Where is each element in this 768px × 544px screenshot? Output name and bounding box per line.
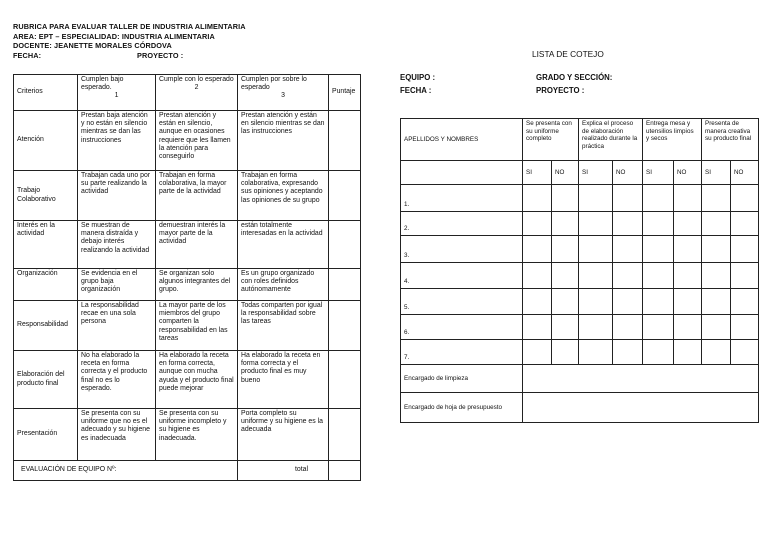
encargado-hoja-field[interactable] bbox=[523, 393, 759, 423]
check-cell[interactable] bbox=[523, 340, 552, 365]
check-cell[interactable] bbox=[674, 236, 702, 263]
check-cell[interactable] bbox=[643, 289, 674, 315]
check-cell[interactable] bbox=[552, 263, 579, 289]
check-cell[interactable] bbox=[523, 212, 552, 236]
criterion-proceso: Explica el proceso de elaboración realizado durante la práctica bbox=[579, 119, 643, 161]
col-bajo-label: Cumplen bajo esperado. bbox=[81, 76, 124, 92]
score-cell[interactable] bbox=[329, 111, 361, 171]
level-1-text: Se evidencia en el grupo baja organización bbox=[78, 269, 156, 301]
student-name-cell[interactable]: 1. bbox=[401, 185, 523, 212]
si-label: SI bbox=[702, 161, 731, 185]
check-cell[interactable] bbox=[523, 263, 552, 289]
check-cell[interactable] bbox=[643, 212, 674, 236]
checklist-info-right bbox=[536, 71, 612, 97]
checklist-info-left bbox=[400, 71, 435, 97]
student-row bbox=[401, 340, 759, 365]
check-cell[interactable] bbox=[552, 236, 579, 263]
student-row bbox=[401, 185, 759, 212]
level-2-text: Ha elaborado la receta en forma correcta, aunque con mucha ayuda y el producto final puede mejorar bbox=[156, 351, 238, 409]
criterion-label: Trabajo Colaborativo bbox=[14, 171, 78, 221]
student-name-cell[interactable]: 5. bbox=[401, 289, 523, 315]
checklist-table bbox=[400, 118, 759, 423]
check-cell[interactable] bbox=[643, 185, 674, 212]
check-cell[interactable] bbox=[552, 185, 579, 212]
check-cell[interactable] bbox=[552, 315, 579, 340]
encargado-hoja-label: Encargado de hoja de presupuesto bbox=[401, 393, 523, 423]
col-esperado-number: 2 bbox=[194, 84, 199, 92]
criterion-label: Presentación bbox=[14, 409, 78, 461]
no-label: NO bbox=[552, 161, 579, 185]
check-cell[interactable] bbox=[731, 315, 759, 340]
no-label: NO bbox=[613, 161, 643, 185]
check-cell[interactable] bbox=[702, 185, 731, 212]
criterion-label: Elaboración del producto final bbox=[14, 351, 78, 409]
check-cell[interactable] bbox=[702, 340, 731, 365]
check-cell[interactable] bbox=[674, 315, 702, 340]
rubric-row bbox=[14, 221, 361, 269]
student-name-cell[interactable]: 2. bbox=[401, 212, 523, 236]
score-cell[interactable] bbox=[329, 351, 361, 409]
score-cell[interactable] bbox=[329, 301, 361, 351]
si-label: SI bbox=[523, 161, 552, 185]
check-cell[interactable] bbox=[674, 185, 702, 212]
rubric-header bbox=[13, 22, 246, 60]
col-sobre bbox=[238, 75, 329, 111]
encargado-limpieza-row bbox=[401, 365, 759, 393]
checklist-proyecto-label: PROYECTO : bbox=[536, 86, 585, 95]
check-cell[interactable] bbox=[643, 315, 674, 340]
level-2-text: La mayor parte de los miembros del grupo comparten la responsabilidad en las tareas bbox=[156, 301, 238, 351]
student-row bbox=[401, 289, 759, 315]
col-sobre-number: 3 bbox=[281, 92, 285, 100]
check-cell[interactable] bbox=[613, 289, 643, 315]
level-3-text: Prestan atención y están en silencio mientras se dan las instrucciones bbox=[238, 111, 329, 171]
encargado-hoja-row bbox=[401, 393, 759, 423]
check-cell[interactable] bbox=[613, 315, 643, 340]
col-sobre-label: Cumplen por sobre lo esperado bbox=[241, 76, 307, 92]
docente-line: DOCENTE: JEANETTE MORALES CÓRDOVA bbox=[13, 41, 172, 51]
check-cell[interactable] bbox=[731, 263, 759, 289]
check-cell[interactable] bbox=[702, 315, 731, 340]
check-cell[interactable] bbox=[579, 185, 613, 212]
check-cell[interactable] bbox=[523, 236, 552, 263]
blank-cell bbox=[401, 161, 523, 185]
check-cell[interactable] bbox=[731, 340, 759, 365]
si-no-row bbox=[401, 161, 759, 185]
total-label: total bbox=[238, 461, 329, 481]
proyecto-label: PROYECTO : bbox=[137, 50, 184, 60]
criterion-label: Interés en la actividad bbox=[14, 221, 78, 269]
check-cell[interactable] bbox=[579, 236, 613, 263]
check-cell[interactable] bbox=[674, 263, 702, 289]
check-cell[interactable] bbox=[674, 340, 702, 365]
col-esperado-label: Cumple con lo esperado bbox=[159, 76, 234, 83]
rubric-title: RUBRICA PARA EVALUAR TALLER DE INDUSTRIA ALIMENTARIA bbox=[13, 22, 246, 31]
level-2-text: Trabajan en forma colaborativa, la mayor parte de la actividad bbox=[156, 171, 238, 221]
level-1-text: Prestan baja atención y no están en silencio mientras se dan las instrucciones bbox=[78, 111, 156, 171]
checklist-title: LISTA DE COTEJO bbox=[532, 49, 604, 59]
check-cell[interactable] bbox=[643, 263, 674, 289]
col-criterios: Criterios bbox=[14, 75, 78, 111]
check-cell[interactable] bbox=[523, 315, 552, 340]
level-3-text: Ha elaborado la receta en forma correcta y el producto final es muy bueno bbox=[238, 351, 329, 409]
score-cell[interactable] bbox=[329, 409, 361, 461]
rubric-row bbox=[14, 171, 361, 221]
level-2-text: demuestran interés la mayor parte de la actividad bbox=[156, 221, 238, 269]
level-1-text: Se muestran de manera distraída y debajo interés realizando la actividad bbox=[78, 221, 156, 269]
criterion-label: Organización bbox=[14, 269, 78, 301]
equipo-label: EQUIPO : bbox=[400, 73, 436, 82]
level-3-text: Trabajan en forma colaborativa, expresando sus opiniones y aceptando las opiniones de su grupo bbox=[238, 171, 329, 221]
level-2-text: Prestan atención y están en silencio, aunque en ocasiones requiere que les llamen la atención para conseguirlo bbox=[156, 111, 238, 171]
evaluacion-equipo-label: EVALUACIÓN DE EQUIPO Nº: bbox=[14, 461, 238, 481]
check-cell[interactable] bbox=[702, 212, 731, 236]
encargado-limpieza-field[interactable] bbox=[523, 365, 759, 393]
rubric-row bbox=[14, 351, 361, 409]
check-cell[interactable] bbox=[523, 289, 552, 315]
check-cell[interactable] bbox=[552, 289, 579, 315]
no-label: NO bbox=[731, 161, 759, 185]
level-3-text: Es un grupo organizado con roles definidos autónomamente bbox=[238, 269, 329, 301]
rubric-row bbox=[14, 301, 361, 351]
rubric-row bbox=[14, 409, 361, 461]
check-cell[interactable] bbox=[613, 340, 643, 365]
student-name-cell[interactable]: 4. bbox=[401, 263, 523, 289]
level-3-text: Todas comparten por igual la responsabilidad sobre las tareas bbox=[238, 301, 329, 351]
col-bajo bbox=[78, 75, 156, 111]
check-cell[interactable] bbox=[579, 212, 613, 236]
level-3-text: Porta completo su uniforme y su higiene es la adecuada bbox=[238, 409, 329, 461]
check-cell[interactable] bbox=[643, 236, 674, 263]
rubric-footer-row bbox=[14, 461, 361, 481]
check-cell[interactable] bbox=[674, 212, 702, 236]
level-2-text: Se organizan solo algunos integrantes del grupo. bbox=[156, 269, 238, 301]
check-cell[interactable] bbox=[731, 185, 759, 212]
area-line: AREA: EPT – ESPECIALIDAD: INDUSTRIA ALIMENTARIA bbox=[13, 31, 215, 41]
col-esperado bbox=[156, 75, 238, 111]
score-cell[interactable] bbox=[329, 171, 361, 221]
si-label: SI bbox=[579, 161, 613, 185]
names-header: APELLIDOS Y NOMBRES bbox=[401, 119, 523, 161]
score-cell[interactable] bbox=[329, 269, 361, 301]
rubric-header-row bbox=[14, 75, 361, 111]
check-cell[interactable] bbox=[579, 340, 613, 365]
student-row bbox=[401, 315, 759, 340]
check-cell[interactable] bbox=[552, 340, 579, 365]
check-cell[interactable] bbox=[613, 185, 643, 212]
checklist-fecha-label: FECHA : bbox=[400, 86, 432, 95]
criterion-limpieza: Entrega mesa y utensilios limpios y secos bbox=[643, 119, 702, 161]
level-2-text: Se presenta con su uniforme incompleto y su higiene es inadecuada. bbox=[156, 409, 238, 461]
rubric-table bbox=[13, 74, 361, 481]
check-cell[interactable] bbox=[702, 236, 731, 263]
level-1-text: Trabajan cada uno por su parte realizando la actividad bbox=[78, 171, 156, 221]
col-bajo-number: 1 bbox=[114, 92, 119, 100]
criterion-creatividad: Presenta de manera creativa su producto final bbox=[702, 119, 759, 161]
check-cell[interactable] bbox=[731, 212, 759, 236]
rubric-row bbox=[14, 269, 361, 301]
check-cell[interactable] bbox=[613, 236, 643, 263]
student-name-cell[interactable]: 7. bbox=[401, 340, 523, 365]
check-cell[interactable] bbox=[579, 263, 613, 289]
encargado-limpieza-label: Encargado de limpieza bbox=[401, 365, 523, 393]
student-row bbox=[401, 212, 759, 236]
check-cell[interactable] bbox=[643, 340, 674, 365]
check-cell[interactable] bbox=[731, 289, 759, 315]
check-cell[interactable] bbox=[552, 212, 579, 236]
check-cell[interactable] bbox=[674, 289, 702, 315]
si-label: SI bbox=[643, 161, 674, 185]
col-puntaje: Puntaje bbox=[329, 75, 361, 111]
level-3-text: están totalmente interesadas en la actividad bbox=[238, 221, 329, 269]
student-name-cell[interactable]: 3. bbox=[401, 236, 523, 263]
check-cell[interactable] bbox=[613, 263, 643, 289]
check-cell[interactable] bbox=[731, 236, 759, 263]
student-row bbox=[401, 263, 759, 289]
fecha-label: FECHA: bbox=[13, 50, 42, 60]
check-cell[interactable] bbox=[613, 212, 643, 236]
rubric-row bbox=[14, 111, 361, 171]
level-1-text: Se presenta con su uniforme que no es el adecuado y su higiene es inadecuada bbox=[78, 409, 156, 461]
level-1-text: La responsabilidad recae en una sola persona bbox=[78, 301, 156, 351]
check-cell[interactable] bbox=[579, 289, 613, 315]
check-cell[interactable] bbox=[702, 289, 731, 315]
checklist-header-row bbox=[401, 119, 759, 161]
criterion-uniforme: Se presenta con su uniforme completo bbox=[523, 119, 579, 161]
check-cell[interactable] bbox=[523, 185, 552, 212]
no-label: NO bbox=[674, 161, 702, 185]
student-row bbox=[401, 236, 759, 263]
student-name-cell[interactable]: 6. bbox=[401, 315, 523, 340]
criterion-label: Atención bbox=[14, 111, 78, 171]
criterion-label: Responsabilidad bbox=[14, 301, 78, 351]
total-score-cell[interactable] bbox=[329, 461, 361, 481]
score-cell[interactable] bbox=[329, 221, 361, 269]
level-1-text: No ha elaborado la receta en forma correcta y el producto final no es lo esperado. bbox=[78, 351, 156, 409]
grado-label: GRADO Y SECCIÓN: bbox=[536, 73, 613, 82]
check-cell[interactable] bbox=[702, 263, 731, 289]
check-cell[interactable] bbox=[579, 315, 613, 340]
